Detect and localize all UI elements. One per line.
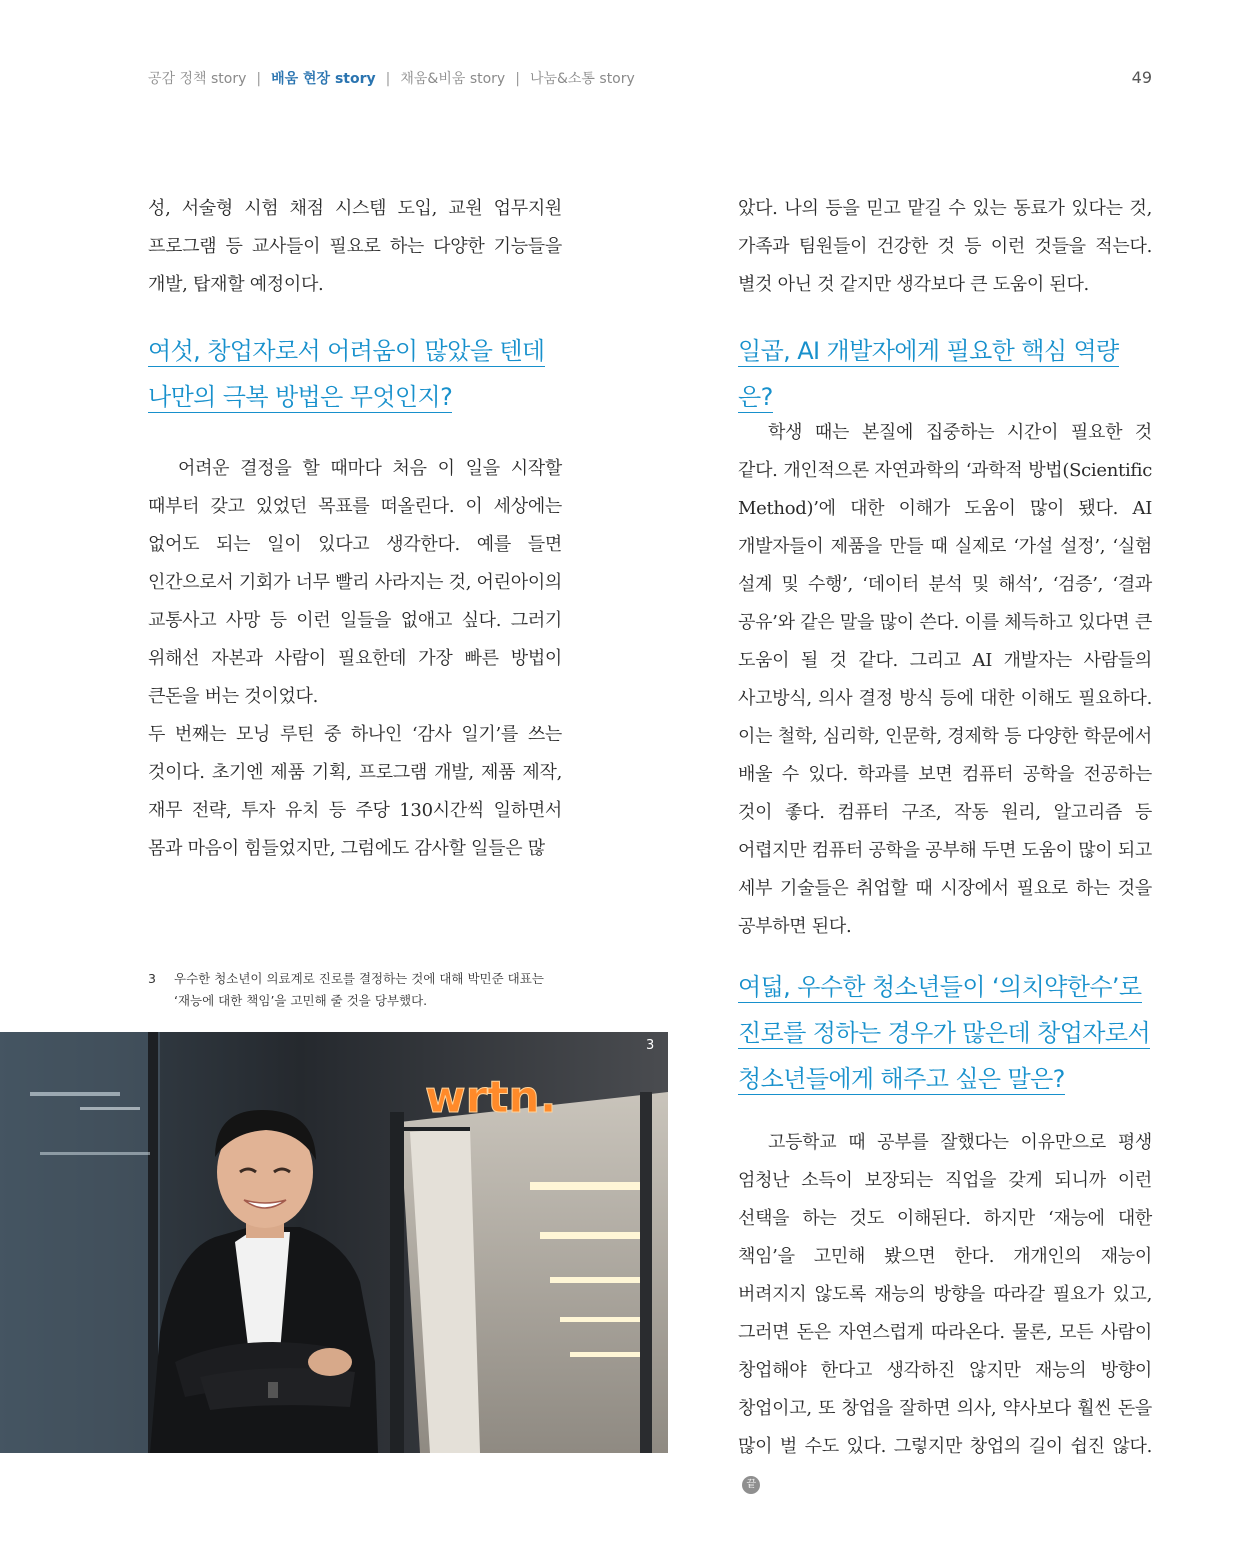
right-column-top <box>738 190 1152 304</box>
question-6-title <box>148 328 562 420</box>
continued-paragraph: 았다. 나의 등을 믿고 맡길 수 있는 동료가 있다는 것, 가족과 팀원들이 건강한 것 등 이런 것들을 적는다. 별것 아닌 것 같지만 생각보다 큰 도움이 된다. <box>738 198 1152 295</box>
nav-separator: | <box>385 71 391 87</box>
answer-8-paragraph <box>738 1124 1152 1504</box>
photo-caption <box>148 968 568 1012</box>
question-6 <box>148 328 562 420</box>
answer-7-paragraph: 학생 때는 본질에 집중하는 시간이 필요한 것 같다. 개인적으론 자연과학의 ‘과학적 방법(Scientific Method)’에 대한 이해가 도움이 많이 됐다. AI 개발자들이 제품을 만들 때 실제로 ‘가설 설정’, ‘실험 설계 및 수행’, ‘데이터 분석 및 해석’, ‘검증’, ‘결과 공유’와 같은 말을 많이 쓴다. 이를 체득하고 있다면 큰 도움이 될 것 같다. 그리고 AI 개발자는 사람들의 사고방식, 의사 결정 방식 등에 대한 이해도 필요하다. 이는 철학, 심리학, 인문학, 경제학 등 다양한 학문에서 배울 수 있다. 학과를 보면 컴퓨터 공학을 전공하는 것이 좋다. 컴퓨터 구조, 작동 원리, 알고리즘 등 어렵지만 컴퓨터 공학을 공부해 두면 도움이 많이 되고 세부 기술들은 취업할 때 시장에서 필요로 하는 것을 공부하면 된다. <box>738 422 1152 937</box>
question-7 <box>738 328 1152 420</box>
nav-separator: | <box>256 71 262 87</box>
answer-6 <box>148 450 562 868</box>
nav-item-fill-empty[interactable]: 채움&비움 story <box>400 71 506 87</box>
caption-number: 3 <box>148 971 156 986</box>
nav-item-policy[interactable]: 공감 정책 story <box>148 71 247 87</box>
nav-item-share[interactable]: 나눔&소통 story <box>529 71 635 87</box>
question-6-title-text: 여섯, 창업자로서 어려움이 많았을 텐데 나만의 극복 방법은 무엇인지? <box>148 337 545 411</box>
caption-text: 우수한 청소년이 의료계로 진로를 결정하는 것에 대해 박민준 대표는 ‘재능에 대한 책임’을 고민해 줄 것을 당부했다. <box>174 971 544 1008</box>
answer-7 <box>738 414 1152 946</box>
question-7-title-text: 일곱, AI 개발자에게 필요한 핵심 역량은? <box>738 337 1119 411</box>
page-number: 49 <box>1131 68 1152 87</box>
answer-6-paragraph-1: 어려운 결정을 할 때마다 처음 이 일을 시작할 때부터 갖고 있었던 목표를 떠올린다. 이 세상에는 없어도 되는 일이 있다고 생각한다. 예를 들면 인간으로서 기회가 너무 빨리 사라지는 것, 어린아이의 교통사고 사망 등 이런 일들을 없애고 싶다. 그러기 위해선 자본과 사람이 필요한데 가장 빠른 방법이 큰돈을 버는 것이었다. <box>148 458 562 707</box>
question-8-title <box>738 964 1152 1102</box>
photo-illustration <box>0 1032 668 1453</box>
nav-separator: | <box>515 71 520 87</box>
intro-paragraph: 성, 서술형 시험 채점 시스템 도입, 교원 업무지원 프로그램 등 교사들이 필요로 하는 다양한 기능들을 개발, 탑재할 예정이다. <box>148 198 562 295</box>
question-7-title <box>738 328 1152 420</box>
left-column-top <box>148 190 562 304</box>
answer-6-paragraph-2: 두 번째는 모닝 루틴 중 하나인 ‘감사 일기’를 쓰는 것이다. 초기엔 제품 기획, 프로그램 개발, 제품 제작, 재무 전략, 투자 유치 등 주당 130시간씩 일하면서 몸과 마음이 힘들었지만, 그럼에도 감사할 일들은 많 <box>148 724 562 859</box>
wrtn-sign: wrtn. <box>425 1072 557 1123</box>
answer-8-text: 고등학교 때 공부를 잘했다는 이유만으로 평생 엄청난 소득이 보장되는 직업을 갖게 되니까 이런 선택을 하는 것도 이해된다. 하지만 ‘재능에 대한 책임’을 고민해 봤으면 한다. 개개인의 재능이 버려지지 않도록 재능의 방향을 따라갈 필요가 있고, 그러면 돈은 자연스럽게 따라온다. 물론, 모든 사람이 창업해야 한다고 생각하진 않지만 재능의 방향이 창업이고, 또 창업을 잘하면 의사, 약사보다 훨씬 돈을 많이 벌 수도 있다. 그렇지만 창업의 길이 쉽진 않다. <box>738 1132 1152 1457</box>
photo-number: 3 <box>646 1038 655 1053</box>
page-header <box>148 68 1152 92</box>
nav-item-learning-active[interactable]: 배움 현장 story <box>271 71 376 87</box>
section-nav <box>148 68 635 88</box>
question-8 <box>738 964 1152 1102</box>
end-mark-icon: 끝 <box>742 1476 760 1494</box>
portrait-photo <box>0 1032 668 1453</box>
answer-8 <box>738 1124 1152 1504</box>
question-8-title-text: 여덟, 우수한 청소년들이 ‘의치약한수’로 진로를 정하는 경우가 많은데 창업자로서 청소년들에게 해주고 싶은 말은? <box>738 973 1151 1093</box>
